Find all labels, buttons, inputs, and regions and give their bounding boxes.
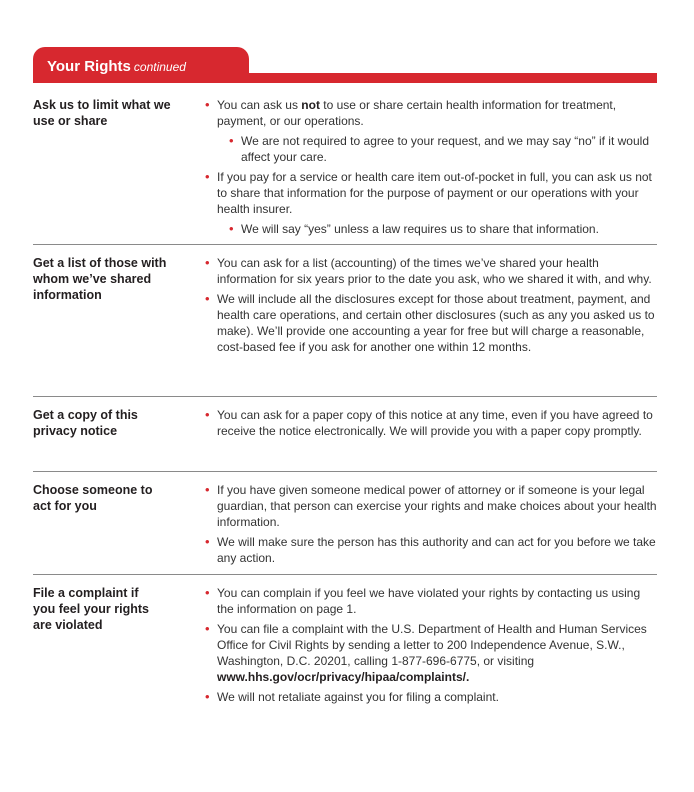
bullet: • We will make sure the person has this authority and can act for you before we take any action. — [205, 534, 657, 566]
row-body — [205, 585, 657, 709]
row-title: File a complaint if you feel your rights are violated — [33, 586, 149, 632]
section-header — [33, 47, 657, 83]
row-title: Ask us to limit what we use or share — [33, 98, 171, 128]
bullet: • You can ask for a list (accounting) of the times we’ve shared your health information for six years prior to the date you ask, who we shared it with, and why. — [205, 255, 657, 287]
row-body — [205, 482, 657, 570]
bullet — [205, 97, 657, 129]
bullet-text: You can file a complaint with the U.S. Department of Health and Human Services Office for Civil Rights by sending a letter to 200 Independence Avenue, S.W., Washington, D.C. 20201, calling 1-877-696-6775, or visiting — [217, 622, 647, 668]
bullet-bold-text: not — [301, 98, 320, 112]
bullet — [205, 621, 657, 685]
continued-label: continued — [133, 60, 186, 74]
row-body — [205, 407, 657, 443]
row-title: Get a copy of this privacy notice — [33, 408, 138, 438]
divider — [33, 244, 657, 245]
bullet: • If you have given someone medical power of attorney or if someone is your legal guardian, that person can exercise your rights and make choices about your health information. — [205, 482, 657, 530]
bullet: • You can ask for a paper copy of this notice at any time, even if you have agreed to receive the notice electronically. We will provide you with a paper copy promptly. — [205, 407, 657, 439]
row-body — [205, 97, 657, 241]
row-title: Get a list of those with whom we’ve shared information — [33, 256, 167, 302]
bullet: • You can complain if you feel we have violated your rights by contacting us using the information on page 1. — [205, 585, 657, 617]
bullet: • We will not retaliate against you for filing a complaint. — [205, 689, 657, 705]
bullet: • If you pay for a service or health care item out-of-pocket in full, you can ask us not to share that information for the purpose of payment or our operations with your health insurer. — [205, 169, 657, 217]
row-body — [205, 255, 657, 359]
bullet: • We will include all the disclosures except for those about treatment, payment, and health care operations, and certain other disclosures (such as any you asked us to make). We’ll provide one accounting a year for free but will charge a reasonable, cost-based fee if you ask for another one within 12 months. — [205, 291, 657, 355]
divider — [33, 471, 657, 472]
divider — [33, 574, 657, 575]
bullet-text: to use or share certain health information for treatment, payment, or our operations. — [217, 98, 617, 128]
sub-bullet: • We will say “yes” unless a law requires us to share that information. — [229, 221, 657, 237]
sub-bullet: • We are not required to agree to your request, and we may say “no” if it would affect your care. — [229, 133, 657, 165]
bullet-text: You can ask us — [217, 98, 302, 112]
row-title: Choose someone to act for you — [33, 483, 153, 513]
divider — [33, 396, 657, 397]
section-title-text: Your Rights — [47, 58, 131, 75]
section-title — [47, 58, 186, 75]
complaint-url: www.hhs.gov/ocr/privacy/hipaa/complaints/. — [217, 670, 470, 684]
